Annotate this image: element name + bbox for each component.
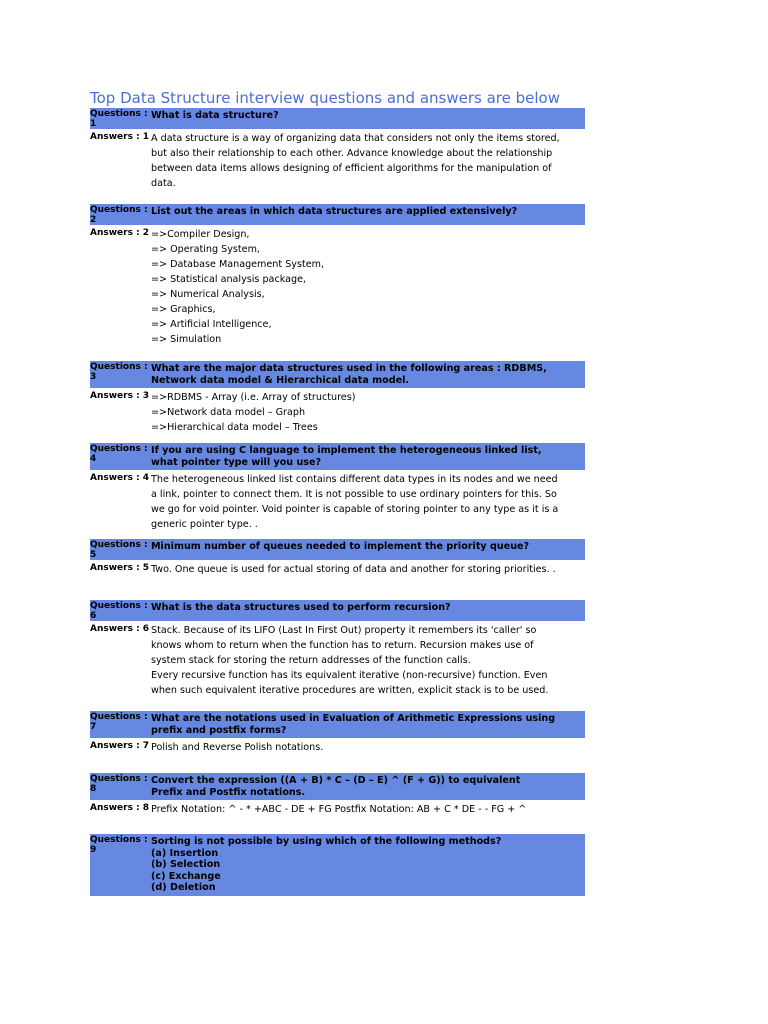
question-label: Questions : 1 — [90, 109, 148, 129]
answer-label: Answers : 4 — [90, 473, 150, 483]
answer-line: data. — [151, 178, 176, 189]
answer-line: Two. One queue is used for actual storing of data and another for storing priorities. . — [151, 564, 556, 575]
answer-line: knows whom to return when the function has to return. Recursion makes use of — [151, 640, 534, 651]
question-bar — [90, 600, 585, 621]
answer-line: Stack. Because of its LIFO (Last In First Out) property it remembers its 'caller' so — [151, 625, 537, 636]
question-text — [151, 773, 585, 800]
question-text — [151, 711, 585, 738]
answer-line: Polish and Reverse Polish notations. — [151, 742, 324, 753]
question-line: what pointer type will you use? — [151, 456, 322, 468]
question-label: Questions : 2 — [90, 205, 148, 225]
question-line: What are the major data structures used in the following areas : RDBMS, — [151, 363, 547, 374]
question-label: Questions : 6 — [90, 601, 148, 621]
answer-line: we go for void pointer. Void pointer is capable of storing pointer to any type as it is a — [151, 504, 559, 515]
answer-text — [151, 623, 585, 698]
answer-line: when such equivalent iterative procedures are written, explicit stack is to be used. — [151, 685, 549, 696]
question-line: List out the areas in which data structures are applied extensively? — [151, 206, 518, 217]
question-line: (a) Insertion — [151, 847, 219, 859]
question-bar — [90, 539, 585, 560]
question-label: Questions : 5 — [90, 540, 148, 560]
qa-item — [90, 108, 585, 191]
question-line: (d) Deletion — [151, 882, 216, 893]
question-label: Questions : 4 — [90, 444, 148, 464]
answer-line: system stack for storing the return addresses of the function calls. — [151, 655, 471, 666]
answer-row — [90, 802, 585, 817]
qa-item — [90, 600, 585, 698]
question-text — [151, 600, 585, 621]
answer-line: =>Hierarchical data model – Trees — [151, 422, 318, 433]
answer-label: Answers : 7 — [90, 741, 150, 751]
answer-label: Answers : 2 — [90, 228, 150, 238]
question-line: Network data model & Hierarchical data model. — [151, 374, 410, 386]
answer-text — [151, 562, 585, 577]
answer-text — [151, 227, 585, 347]
answer-line: =>Compiler Design, — [151, 229, 250, 240]
answer-row — [90, 472, 585, 532]
answer-text — [151, 390, 585, 435]
answer-line: => Database Management System, — [151, 259, 325, 270]
question-line: prefix and postfix forms? — [151, 724, 287, 736]
answer-line: Every recursive function has its equivalent iterative (non-recursive) function. Even — [151, 670, 548, 681]
question-bar — [90, 711, 585, 738]
answer-line: between data items allows designing of efficient algorithms for the manipulation of — [151, 163, 552, 174]
answer-line: => Simulation — [151, 334, 222, 345]
answer-line: but also their relationship to each other. Advance knowledge about the relationship — [151, 148, 553, 159]
qa-item — [90, 773, 585, 817]
question-label: Questions : 7 — [90, 712, 148, 732]
question-line: Prefix and Postfix notations. — [151, 786, 306, 798]
answer-row — [90, 740, 585, 755]
answer-row — [90, 227, 585, 347]
answer-line: a link, pointer to connect them. It is not possible to use ordinary pointers for this. So — [151, 489, 557, 500]
question-line: Sorting is not possible by using which of the following methods? — [151, 836, 502, 847]
answer-line: The heterogeneous linked list contains different data types in its nodes and we need — [151, 474, 558, 485]
answer-line: A data structure is a way of organizing data that considers not only the items stored, — [151, 133, 560, 144]
qa-item — [90, 443, 585, 532]
document — [90, 88, 585, 893]
answer-row — [90, 131, 585, 191]
question-line: (c) Exchange — [151, 870, 221, 882]
question-line: What are the notations used in Evaluation of Arithmetic Expressions using — [151, 713, 556, 724]
question-bar — [90, 204, 585, 225]
answer-line: => Statistical analysis package, — [151, 274, 307, 285]
answer-line: => Artificial Intelligence, — [151, 319, 272, 330]
answer-line: => Numerical Analysis, — [151, 289, 265, 300]
qa-item — [90, 204, 585, 347]
question-bar — [90, 834, 585, 896]
question-text — [151, 834, 585, 896]
question-label: Questions : 3 — [90, 362, 148, 382]
answer-row — [90, 623, 585, 698]
question-bar — [90, 108, 585, 129]
question-line: Convert the expression ((A + B) * C – (D – E) ^ (F + G)) to equivalent — [151, 775, 521, 786]
qa-item — [90, 361, 585, 435]
qa-item — [90, 711, 585, 755]
question-label: Questions : 9 — [90, 835, 148, 855]
question-line: (b) Selection — [151, 859, 221, 870]
answer-line: Prefix Notation: ^ - * +ABC - DE + FG Postfix Notation: AB + C * DE - - FG + ^ — [151, 804, 527, 815]
answer-label: Answers : 3 — [90, 391, 150, 401]
answer-label: Answers : 8 — [90, 803, 150, 813]
question-bar — [90, 361, 585, 388]
question-line: What is data structure? — [151, 110, 279, 121]
question-text — [151, 204, 585, 225]
question-line: What is the data structures used to perform recursion? — [151, 602, 451, 613]
question-bar — [90, 773, 585, 800]
page-title: Top Data Structure interview questions and answers are below — [90, 89, 560, 107]
answer-text — [151, 802, 585, 817]
answer-label: Answers : 1 — [90, 132, 150, 142]
question-bar — [90, 443, 585, 470]
answer-label: Answers : 6 — [90, 624, 150, 634]
qa-item — [90, 539, 585, 577]
qa-item — [90, 834, 585, 898]
answer-line: =>Network data model – Graph — [151, 407, 306, 418]
question-line: If you are using C language to implement the heterogeneous linked list, — [151, 445, 542, 456]
answer-line: => Graphics, — [151, 304, 216, 315]
answer-line: generic pointer type. . — [151, 519, 258, 530]
question-line: Minimum number of queues needed to implement the priority queue? — [151, 541, 530, 552]
answer-row — [90, 390, 585, 435]
question-text — [151, 108, 585, 129]
question-text — [151, 361, 585, 388]
answer-text — [151, 131, 585, 191]
answer-row — [90, 562, 585, 577]
answer-line: =>RDBMS - Array (i.e. Array of structures) — [151, 392, 356, 403]
answer-label: Answers : 5 — [90, 563, 150, 573]
answer-text — [151, 472, 585, 532]
answer-text — [151, 740, 585, 755]
answer-line: => Operating System, — [151, 244, 260, 255]
question-text — [151, 443, 585, 470]
question-label: Questions : 8 — [90, 774, 148, 794]
question-text — [151, 539, 585, 560]
